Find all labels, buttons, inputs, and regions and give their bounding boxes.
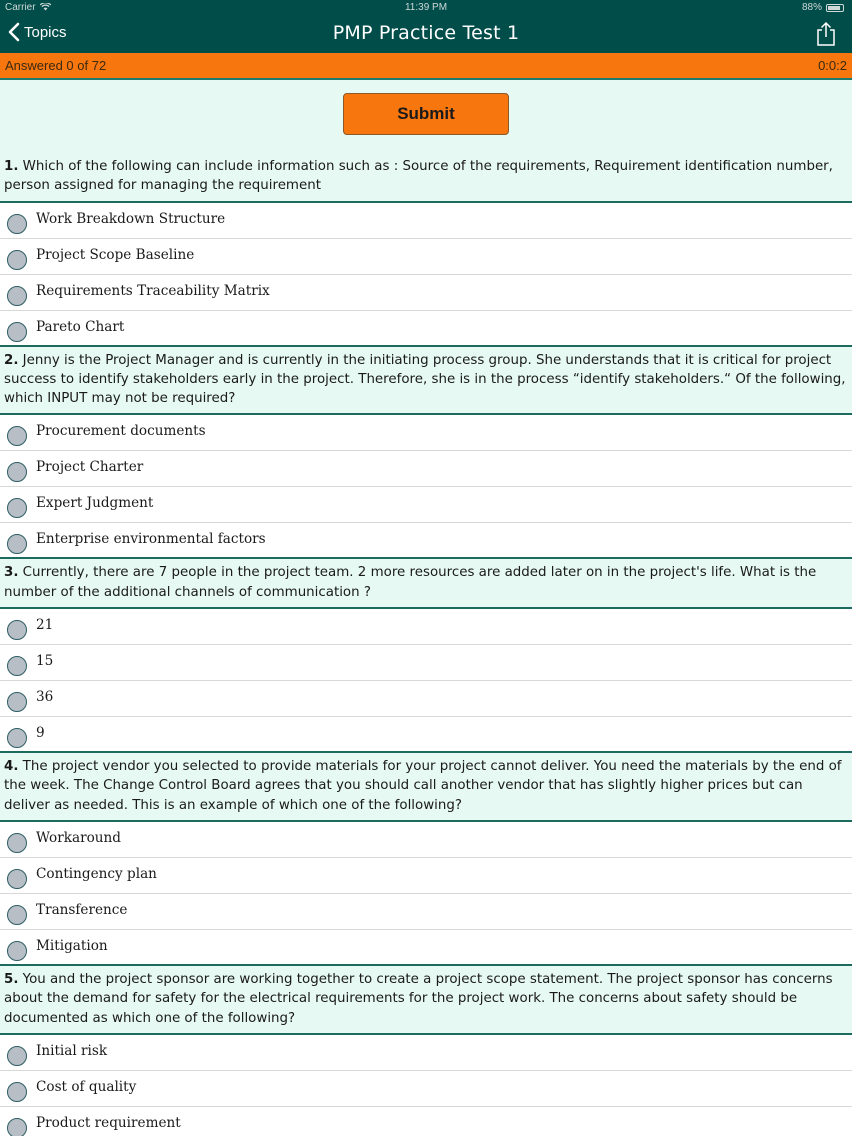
question-block [0,966,852,1136]
option-list [0,415,852,559]
question-body: The project vendor you selected to provide materials for your project cannot deliver. You need the materials by the end of the week. The Change Control Board agrees that you should call another vendor that has slightly higher prices but can deliver as needed. This is an example of which one of the following? [4,759,842,813]
question-body: Which of the following can include information such as : Source of the requirements, Requirement identification number, person assigned for managing the requirement [4,159,833,194]
answered-count: Answered 0 of 72 [5,58,107,73]
page-title: PMP Practice Test 1 [332,22,520,44]
answer-option[interactable] [0,487,852,523]
answer-option-label: Cost of quality [36,1078,137,1095]
radio-button[interactable] [7,905,27,925]
answer-option-label: 15 [36,653,54,670]
answer-option-label: Pareto Chart [36,318,125,335]
answer-option[interactable] [0,717,852,753]
timer: 0:0:2 [818,58,847,73]
answer-option-label: Requirements Traceability Matrix [36,282,270,299]
radio-button[interactable] [7,498,27,518]
app-header [0,0,852,53]
carrier-text: Carrier [5,2,36,13]
question-list[interactable] [0,80,852,1136]
answer-option[interactable] [0,894,852,930]
status-bar [0,0,852,16]
submit-area [0,80,852,153]
radio-button[interactable] [7,286,27,306]
answer-option[interactable] [0,858,852,894]
back-label: Topics [24,23,67,41]
option-list [0,1035,852,1136]
answer-option-label: Mitigation [36,937,108,954]
radio-button[interactable] [7,322,27,342]
answer-option[interactable] [0,523,852,559]
question-text [0,753,852,822]
question-body: Currently, there are 7 people in the project team. 2 more resources are added later on in the project's life. What is the number of the additional channels of communication ? [4,565,817,600]
answer-option-label: 21 [36,617,54,634]
answer-option-label: Procurement documents [36,423,206,440]
answer-option[interactable] [0,609,852,645]
submit-button[interactable]: Submit [343,93,509,135]
option-list [0,609,852,753]
radio-button[interactable] [7,728,27,748]
status-time: 11:39 PM [404,2,448,13]
radio-button[interactable] [7,656,27,676]
answer-option-label: Project Scope Baseline [36,246,195,263]
question-number: 5. [4,971,19,987]
answer-option-label: Contingency plan [36,865,157,882]
question-body: You and the project sponsor are working together to create a project scope statement. The project sponsor has concerns about the demand for safety for the electrical requirements for the project work. The concerns about safety should be documented as which one of the following? [4,971,833,1026]
question-block [0,559,852,753]
answer-option[interactable] [0,1107,852,1136]
question-number: 3. [4,565,19,581]
question-number: 1. [4,159,19,174]
answer-option-label: Enterprise environmental factors [36,531,266,548]
radio-button[interactable] [7,941,27,961]
battery-icon [826,4,844,12]
radio-button[interactable] [7,1046,27,1066]
radio-button[interactable] [7,620,27,640]
question-block [0,153,852,347]
answer-option-label: 9 [36,725,45,742]
navigation-bar [0,16,852,53]
answer-option[interactable] [0,1071,852,1107]
answer-option-label: Project Charter [36,459,144,476]
progress-bar [0,53,852,80]
radio-button[interactable] [7,692,27,712]
radio-button[interactable] [7,869,27,889]
answer-option-label: 36 [36,689,54,706]
option-list [0,822,852,966]
answer-option[interactable] [0,451,852,487]
answer-option[interactable] [0,275,852,311]
radio-button[interactable] [7,462,27,482]
answer-option-label: Initial risk [36,1042,108,1059]
answer-option-label: Expert Judgment [36,495,154,512]
question-block [0,753,852,966]
question-text [0,347,852,416]
share-icon [816,21,836,47]
radio-button[interactable] [7,833,27,853]
answer-option[interactable] [0,822,852,858]
answer-option[interactable] [0,930,852,966]
question-text [0,966,852,1035]
question-body: Jenny is the Project Manager and is currently in the initiating process group. She understands that it is critical for project success to identify stakeholders early in the project. Therefore, she is in the process “identify stakeholders.“ Of the following, which INPUT may not be required? [4,352,846,407]
answer-option-label: Transference [36,901,128,918]
question-text [0,153,852,203]
share-button[interactable] [816,21,836,51]
radio-button[interactable] [7,250,27,270]
answer-option[interactable] [0,415,852,451]
answer-option[interactable] [0,681,852,717]
answer-option-label: Workaround [36,829,121,846]
radio-button[interactable] [7,1082,27,1102]
radio-button[interactable] [7,426,27,446]
answer-option[interactable] [0,311,852,347]
answer-option[interactable] [0,239,852,275]
answer-option-label: Work Breakdown Structure [36,210,226,227]
answer-option[interactable] [0,1035,852,1071]
question-text [0,559,852,609]
question-number: 2. [4,352,19,368]
option-list [0,203,852,347]
answer-option[interactable] [0,645,852,681]
question-block [0,347,852,560]
answer-option[interactable] [0,203,852,239]
question-number: 4. [4,759,19,775]
battery-percent: 88% [801,2,822,13]
radio-button[interactable] [7,1118,27,1136]
answer-option-label: Product requirement [36,1114,181,1131]
radio-button[interactable] [7,214,27,234]
battery-indicator [802,2,844,13]
radio-button[interactable] [7,534,27,554]
